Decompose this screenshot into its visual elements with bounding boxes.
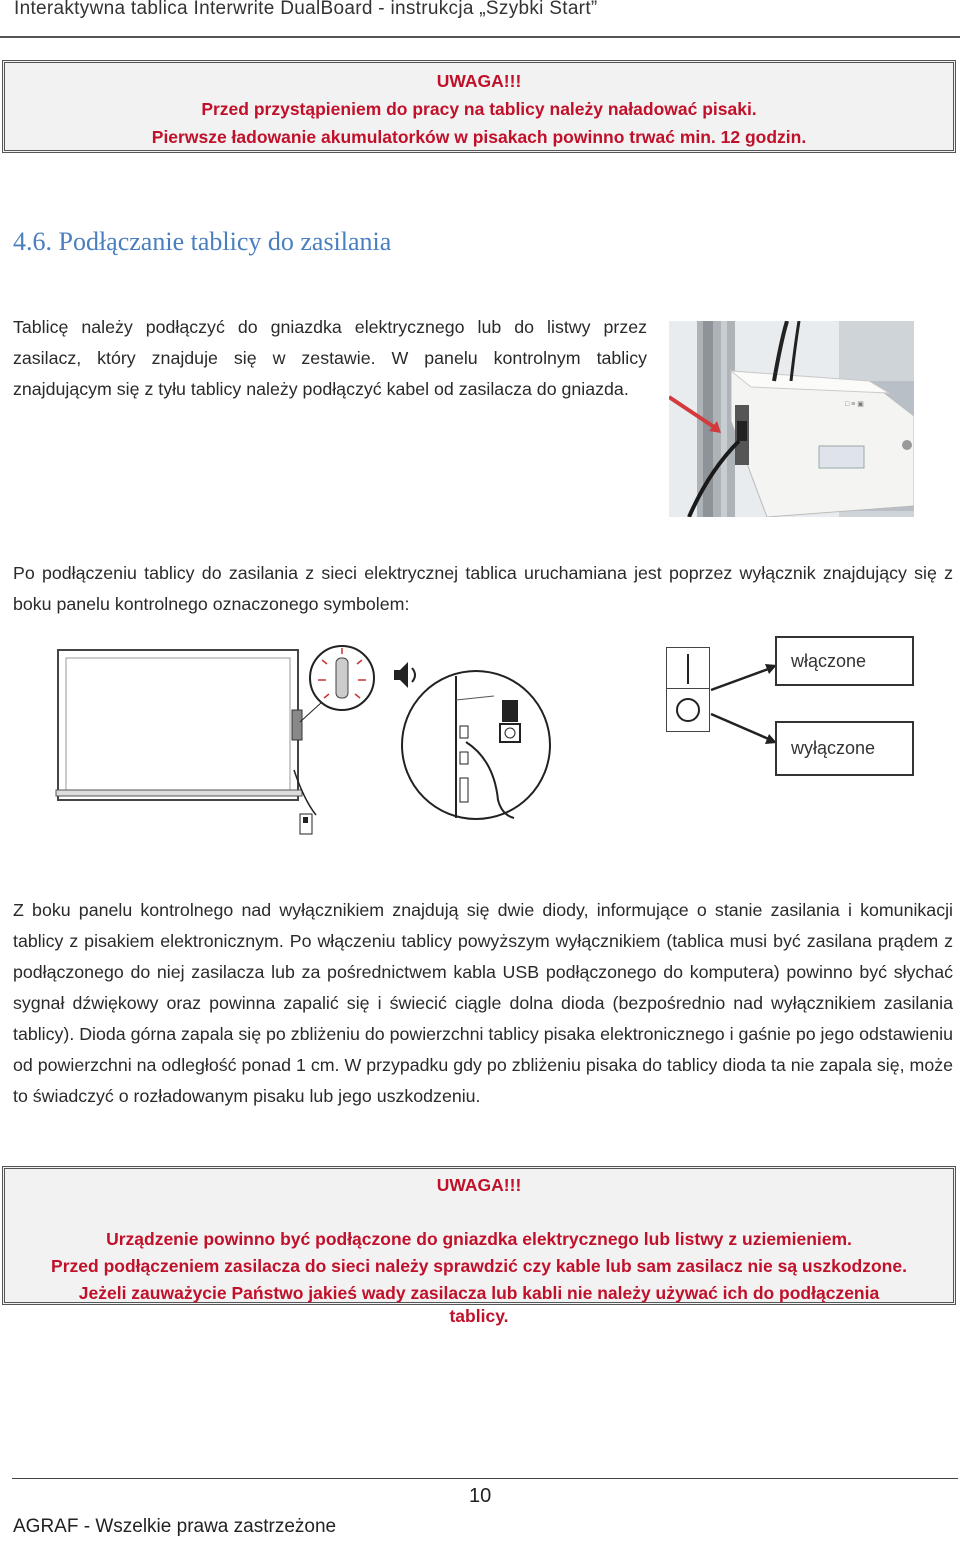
warning-line: tablicy. (449, 1306, 509, 1326)
warning-heading: UWAGA!!! (436, 1175, 522, 1195)
warning-line: Jeżeli zauważycie Państwo jakieś wady zasilacza lub kabli nie należy używać ich do podłączenia (78, 1283, 880, 1303)
warning-box-charging (2, 60, 956, 153)
pointer-arrows (705, 660, 785, 760)
warning-line: Urządzenie powinno być podłączone do gniazdka elektrycznego lub listwy z uziemieniem. (106, 1229, 852, 1249)
switch-off-symbol (666, 688, 710, 732)
board-control-panel-diagram (54, 640, 554, 845)
warning-line: Przed przystąpieniem do pracy na tablicy należy naładować pisaki. (201, 99, 757, 119)
paragraph-diodes: Z boku panelu kontrolnego nad wyłącznikiem znajdują się dwie diody, informujące o stanie zasilania i komunikacji tablicy z pisakiem elektronicznym. Po włączeniu tablicy powyższym wyłącznikiem (tablica musi być zasilana prądem z podłączonego do niej zasilacza lub za pośrednictwem kabla USB podłączonego do komputera) powinno być słychać sygnał dźwiękowy oraz powinna zapalić się i świecić ciągle dolna dioda (bezpośrednio nad wyłącznikiem zasilania tablicy). Dioda górna zapala się po zbliżeniu do powierzchni tablicy pisaka elektronicznego i gaśnie po jego odstawieniu od powierzchni na odległość ponad 1 cm. W przypadku gdy po zbliżeniu pisaka do tablicy dioda ta nie zapala się, może to świadczyć o rozładowanym pisaku lub jego uszkodzeniu. (13, 900, 954, 1106)
paragraph-power-connection: Tablicę należy podłączyć do gniazdka elektrycznego lub do listwy przez zasilacz, który znajduje się w zestawie. W panelu kontrolnym tablicy znajdującym się z tyłu tablicy należy podłączyć kabel od zasilacza do gniazda. (13, 317, 647, 399)
warning-heading: UWAGA!!! (436, 71, 522, 91)
svg-text:□ ≡ ▣: □ ≡ ▣ (845, 401, 864, 408)
copyright-notice: AGRAF - Wszelkie prawa zastrzeżone (13, 1516, 337, 1537)
warning-line: Przed podłączeniem zasilacza do sieci należy sprawdzić czy kable lub sam zasilacz nie są uszkodzone. (51, 1256, 907, 1276)
document-header-title: Interaktywna tablica Interwrite DualBoard - instrukcja „Szybki Start” (14, 0, 598, 19)
control-panel-photo (669, 321, 914, 517)
warning-line: Pierwsze ładowanie akumulatorków w pisakach powinno trwać min. 12 godzin. (151, 127, 807, 147)
warning-box-grounding (2, 1166, 956, 1305)
section-title: 4.6. Podłączanie tablicy do zasilania (13, 227, 392, 256)
footer-divider (12, 1478, 958, 1479)
page-number: 10 (469, 1485, 492, 1507)
switch-on-symbol (666, 647, 710, 691)
header-divider (0, 36, 960, 38)
paragraph-switch-intro: Po podłączeniu tablicy do zasilania z sieci elektrycznej tablica uruchamiana jest poprzez wyłącznik znajdujący się z boku panelu kontrolnego oznaczonego symbolem: (13, 563, 953, 614)
state-label-off: wyłączone (775, 721, 914, 776)
state-label-on: włączone (775, 636, 914, 686)
